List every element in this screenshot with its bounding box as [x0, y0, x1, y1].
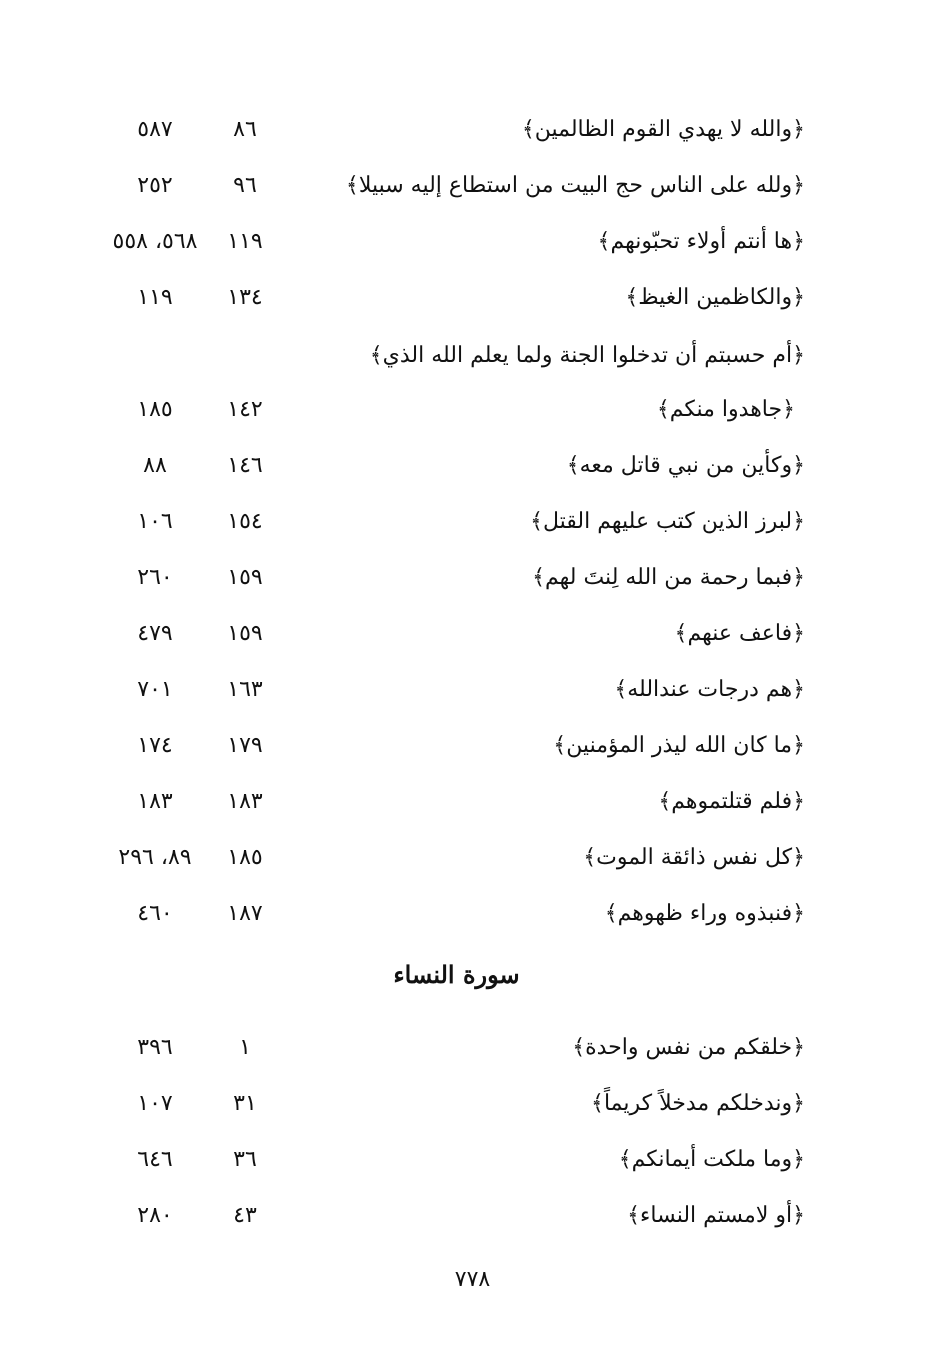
ayah-number: ٣٦ [233, 1147, 257, 1172]
ayah-number: ١٨٥ [227, 845, 263, 870]
ayah-number: ٩٦ [233, 173, 257, 198]
page-references: ٢٥٢ [137, 173, 173, 198]
index-row [0, 1132, 945, 1188]
surah-heading [0, 950, 945, 1000]
page-references: ١٠٧ [137, 1091, 173, 1116]
ayah-number: ١ [239, 1035, 251, 1060]
ayah-number: ٤٣ [233, 1203, 257, 1228]
index-row [0, 550, 945, 606]
page-references: ٥٦٨، ٥٥٨ [112, 229, 198, 254]
index-row [0, 774, 945, 830]
verse-text: ﴿هم درجات عندالله﴾ [614, 677, 805, 702]
index-row [0, 718, 945, 774]
surah-heading-text: سورة النساء [393, 960, 520, 989]
verse-text: ﴿فنبذوه وراء ظهوهم﴾ [604, 901, 805, 926]
ayah-number: ١٣٤ [227, 285, 263, 310]
verse-text: ﴿فاعف عنهم﴾ [674, 621, 805, 646]
page-references: ٧٠١ [137, 677, 173, 702]
verse-text-line-2: ﴿جاهدوا منكم﴾ [656, 397, 795, 422]
ayah-number: ١١٩ [227, 229, 263, 254]
page-references: ٤٧٩ [137, 621, 173, 646]
verse-text: ﴿والكاظمين الغيظ﴾ [625, 285, 805, 310]
ayah-number: ١٧٩ [227, 733, 263, 758]
page-references: ٢٨٠ [137, 1203, 173, 1228]
index-row [0, 494, 945, 550]
page-references: ٥٨٧ [137, 117, 173, 142]
verse-text: ﴿ها أنتم أولاء تحبّونهم﴾ [597, 229, 805, 254]
verse-text: ﴿أو لامستم النساء﴾ [627, 1203, 805, 1228]
page-references: ١٠٦ [137, 509, 173, 534]
page-references: ٦٤٦ [137, 1147, 173, 1172]
verse-text: ﴿وما ملكت أيمانكم﴾ [618, 1147, 805, 1172]
verse-text-line-1: ﴿أم حسبتم أن تدخلوا الجنة ولما يعلم الله الذي﴾ [369, 343, 805, 368]
index-row [0, 158, 945, 214]
index-row [0, 1188, 945, 1244]
ayah-number: ١٥٩ [227, 565, 263, 590]
ayah-number: ١٤٦ [227, 453, 263, 478]
index-row [0, 1020, 945, 1076]
page-number: ٧٧٨ [454, 1267, 491, 1292]
page-references: ١٨٥ [137, 397, 173, 422]
verse-text: ﴿خلقكم من نفس واحدة﴾ [572, 1035, 805, 1060]
page-references: ٨٨ [143, 453, 167, 478]
index-row-continued [0, 328, 945, 384]
ayah-number: ١٦٣ [227, 677, 263, 702]
index-row [0, 886, 945, 942]
verse-text: ﴿كل نفس ذائقة الموت﴾ [583, 845, 805, 870]
page-references: ٣٩٦ [137, 1035, 173, 1060]
index-row [0, 606, 945, 662]
ayah-number: ١٥٩ [227, 621, 263, 646]
verse-text: ﴿وندخلكم مدخلاً كريماً﴾ [591, 1091, 805, 1116]
index-row [0, 270, 945, 326]
ayah-number: ٨٦ [233, 117, 257, 142]
verse-text: ﴿لبرز الذين كتب عليهم القتل﴾ [530, 509, 805, 534]
ayah-number: ١٨٧ [227, 901, 263, 926]
ayah-number: ١٨٣ [227, 789, 263, 814]
index-row [0, 214, 945, 270]
index-row [0, 830, 945, 886]
verse-text: ﴿ولله على الناس حج البيت من استطاع إليه سبيلا﴾ [345, 173, 805, 198]
page-references: ١١٩ [137, 285, 173, 310]
verse-text: ﴿فبما رحمة من الله لِنتَ لهم﴾ [532, 565, 805, 590]
index-row [0, 1076, 945, 1132]
index-row [0, 662, 945, 718]
index-row [0, 102, 945, 158]
index-row [0, 382, 945, 438]
page-references: ١٨٣ [137, 789, 173, 814]
index-row [0, 438, 945, 494]
verse-text: ﴿ما كان الله ليذر المؤمنين﴾ [553, 733, 805, 758]
ayah-number: ٣١ [233, 1091, 257, 1116]
page-references: ٨٩، ٢٩٦ [118, 845, 192, 870]
ayah-number: ١٤٢ [227, 397, 263, 422]
verse-text: ﴿والله لا يهدي القوم الظالمين﴾ [521, 117, 805, 142]
page-references: ٢٦٠ [137, 565, 173, 590]
verse-text: ﴿فلم قتلتموهم﴾ [658, 789, 805, 814]
ayah-number: ١٥٤ [227, 509, 263, 534]
verse-text: ﴿وكأين من نبي قاتل معه﴾ [566, 453, 805, 478]
page-references: ١٧٤ [137, 733, 173, 758]
page-references: ٤٦٠ [137, 901, 173, 926]
